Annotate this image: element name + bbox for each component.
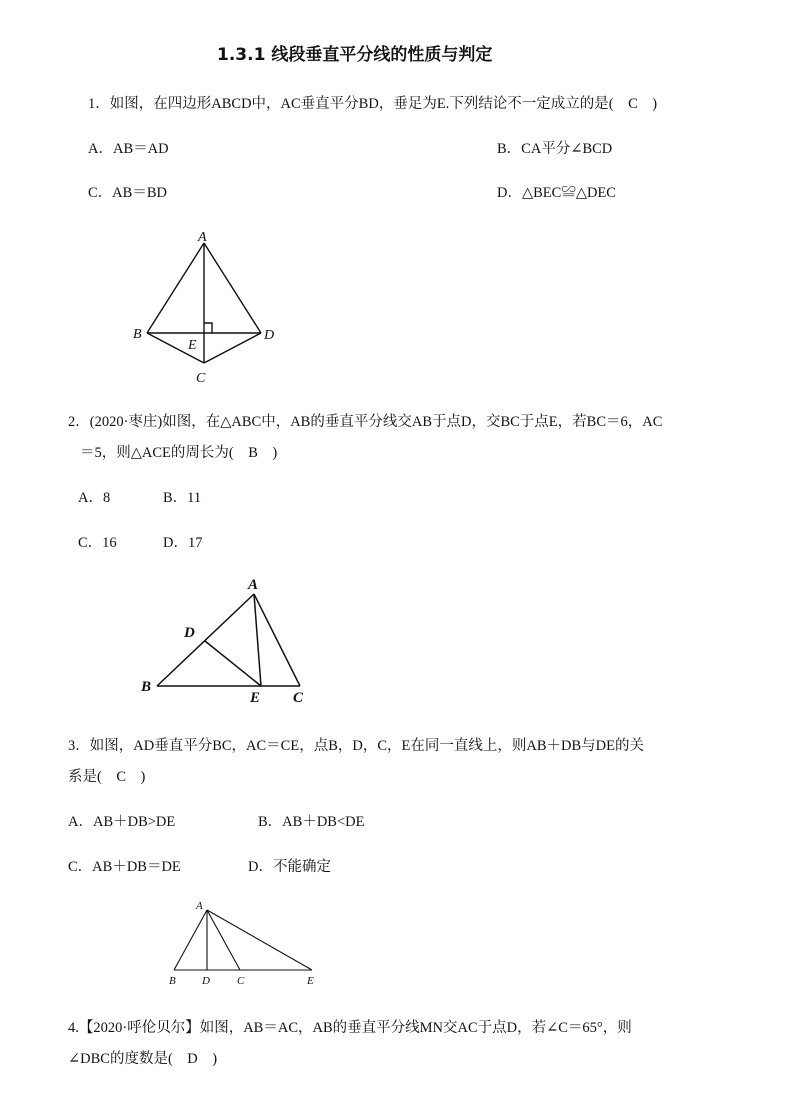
- question-4-stem-line-1: 4.【2020·呼伦贝尔】如图，AB＝AC，AB的垂直平分线MN交AC于点D，若∠C＝65°，则: [68, 1020, 632, 1036]
- label-c: C: [237, 975, 245, 987]
- question-1-figure: [125, 225, 285, 390]
- page-title: 1.3.1 线段垂直平分线的性质与判定: [217, 45, 493, 65]
- label-e: E: [307, 975, 314, 987]
- label-b: B: [141, 679, 152, 695]
- label-b: B: [133, 327, 142, 342]
- label-a: A: [196, 900, 203, 912]
- question-2-option-a: A．8: [78, 490, 111, 506]
- question-2-stem-line-1: 2．(2020·枣庄)如图，在△ABC中，AB的垂直平分线交AB于点D，交BC于点E，若BC＝6，AC: [68, 414, 663, 430]
- question-2-stem-line-2: ＝5，则△ACE的周长为( B ): [80, 445, 278, 461]
- label-e: E: [250, 690, 261, 706]
- question-2-figure: [135, 570, 320, 710]
- question-3-option-a: A．AB＋DB>DE: [68, 814, 176, 830]
- label-b: B: [169, 975, 176, 987]
- question-3-figure: [160, 890, 330, 990]
- question-3-stem-line-1: 3．如图，AD垂直平分BC，AC＝CE，点B，D，C，E在同一直线上，则AB＋DB与DE的关: [68, 738, 644, 754]
- label-d: D: [184, 625, 195, 641]
- label-c: C: [196, 371, 206, 386]
- question-2-option-d: D．17: [163, 535, 203, 551]
- question-1-option-b: B．CA平分∠BCD: [497, 141, 613, 157]
- label-e: E: [188, 338, 197, 353]
- question-2-option-c: C．16: [78, 535, 117, 551]
- label-d: D: [264, 328, 275, 343]
- label-a: A: [248, 577, 259, 593]
- question-1-option-d: D．△BEC≌△DEC: [497, 185, 616, 201]
- question-1-stem: 1．如图，在四边形ABCD中，AC垂直平分BD，垂足为E.下列结论不一定成立的是( C ): [88, 96, 658, 112]
- question-2-option-b: B．11: [163, 490, 202, 506]
- question-1-option-c: C．AB＝BD: [88, 185, 167, 201]
- label-a: A: [198, 230, 207, 245]
- label-d: D: [202, 975, 210, 987]
- question-3-option-d: D．不能确定: [248, 859, 331, 875]
- label-c: C: [293, 690, 304, 706]
- question-1-option-a: A．AB＝AD: [88, 141, 169, 157]
- question-3-option-b: B．AB＋DB<DE: [258, 814, 365, 830]
- question-3-stem-line-2: 系是( C ): [68, 769, 146, 785]
- question-4-stem-line-2: ∠DBC的度数是( D ): [68, 1051, 218, 1067]
- question-3-option-c: C．AB＋DB＝DE: [68, 859, 181, 875]
